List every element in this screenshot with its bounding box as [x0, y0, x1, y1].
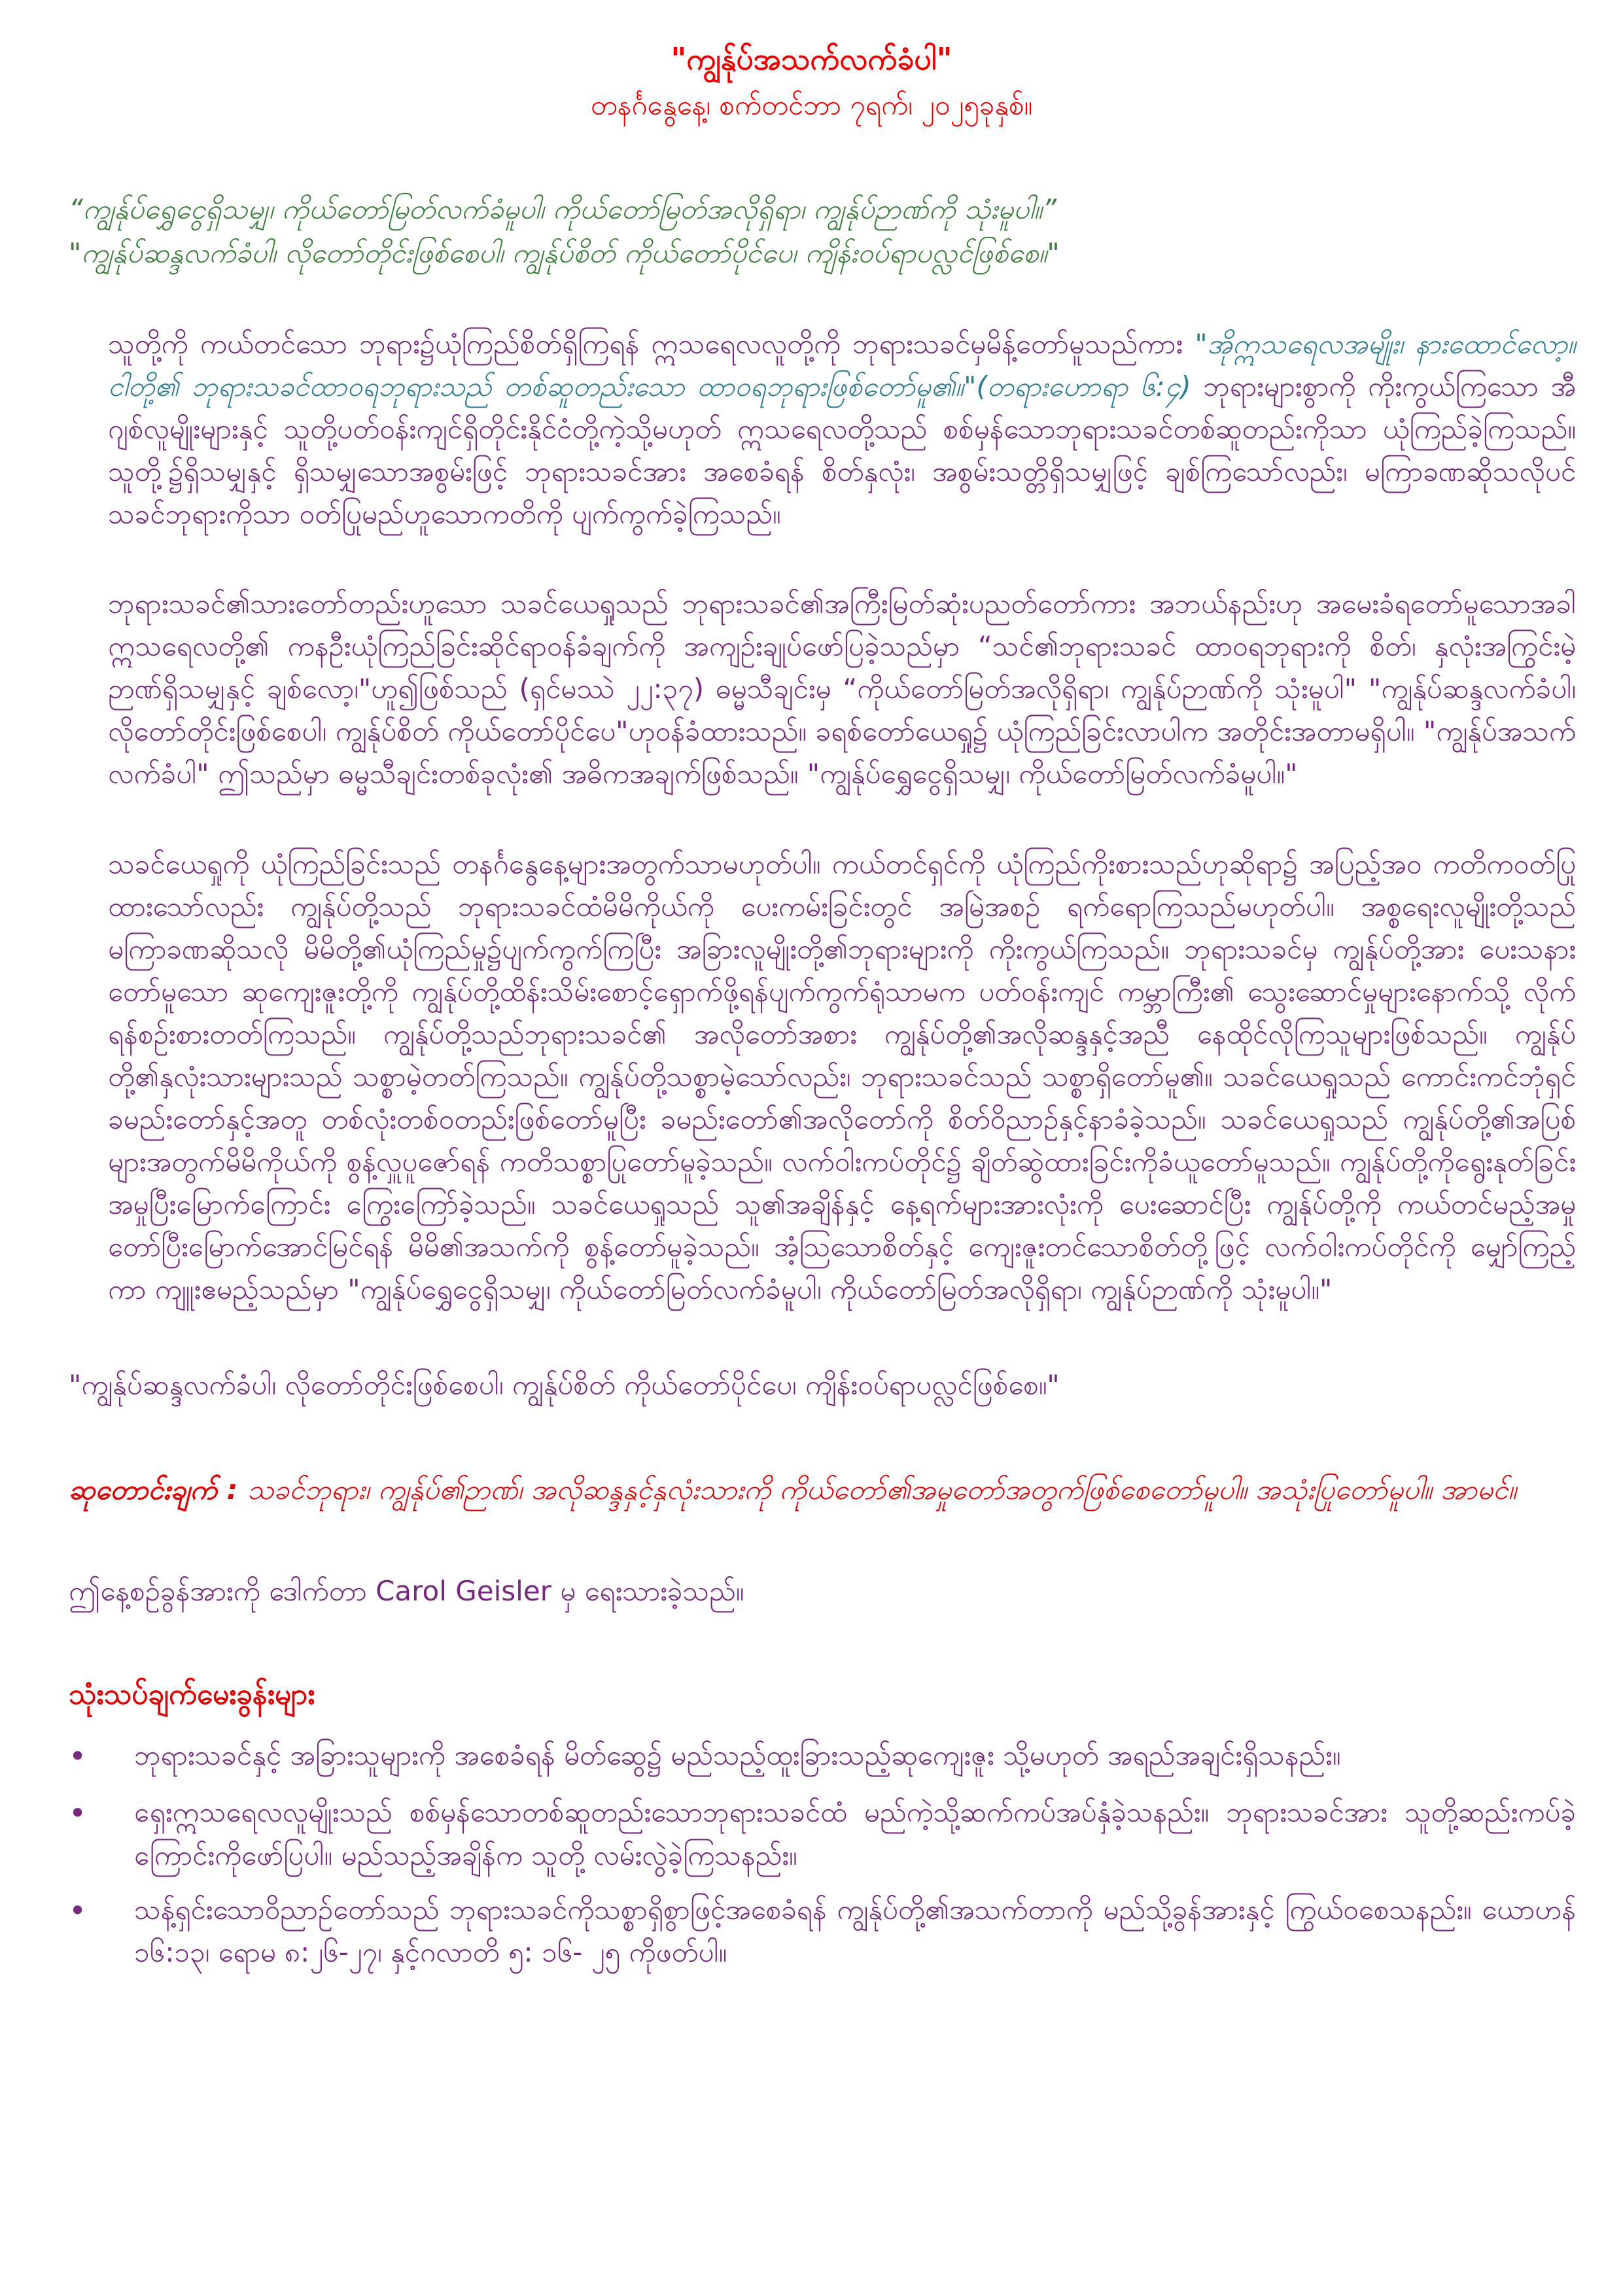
prayer-text: သခင်ဘုရား၊ ကျွန်ုပ်၏ဉာဏ်၊ အလိုဆန္ဒနှင့်နှလုံးသားကို ကိုယ်တော်၏အမှုတော်အတွက်ဖြစ်စေတော်မူပါ။ အသုံးပြုတော်မူပါ။ အာမင်။	[247, 1473, 1517, 1506]
prayer-section	[69, 1468, 1576, 1511]
bullet-icon: •	[69, 1739, 87, 1775]
scripture-quote-deuteronomy: "အိုဣသရေလအမျိုး၊ နားထောင်လော့။ ငါတို့၏ ဘုရားသခင်ထာဝရဘုရားသည် တစ်ဆူတည်းသော ထာဝရဘုရားဖြစ်တော်မူ၏။"(တရားဟောရာ ၆:၄)	[108, 327, 1576, 402]
list-item	[69, 1734, 1576, 1779]
paragraph-3: သခင်ယေရှုကို ယုံကြည်ခြင်းသည် တနင်္ဂနွေနေ့များအတွက်သာမဟုတ်ပါ။ ကယ်တင်ရှင်ကို ယုံကြည်ကိုးစားသည်ဟုဆိုရာ၌ အပြည့်အဝ ကတိကဝတ်ပြုထားသော်လည်း ကျွန်ုပ်တို့သည် ဘုရားသခင်ထံမိမိကိုယ်ကို ပေးကမ်းခြင်းတွင် အမြဲအစဉ် ရက်ရောကြသည်မဟုတ်ပါ။ အစ္စရေးလူမျိုးတို့သည် မကြာခဏဆိုသလို မိမိတို့၏ယုံကြည်မှု၌ပျက်ကွက်ကြပြီး အခြားလူမျိုးတို့၏ဘုရားများကို ကိုးကွယ်ကြသည်။ ဘုရားသခင်မှ ကျွန်ုပ်တို့အား ပေးသနားတော်မူသော ဆုကျေးဇူးတို့ကို ကျွန်ုပ်တို့ထိန်းသိမ်းစောင့်ရှောက်ဖို့ရန်ပျက်ကွက်ရုံသာမက ပတ်ဝန်းကျင် ကမ္ဘာကြီး၏ သွေးဆောင်မှုများနောက်သို့ လိုက်ရန်စဉ်းစားတတ်ကြသည်။ ကျွန်ုပ်တို့သည်ဘုရားသခင်၏ အလိုတော်အစား ကျွန်ုပ်တို့၏အလိုဆန္ဒနှင့်အညီ နေထိုင်လိုကြသူများဖြစ်သည်။ ကျွန်ုပ်တို့၏နှလုံးသားများသည် သစ္စာမဲ့တတ်ကြသည်။ ကျွန်ုပ်တို့သစ္စာမဲ့သော်လည်း၊ ဘုရားသခင်သည် သစ္စာရှိတော်မူ၏။ သခင်ယေရှုသည် ကောင်းကင်ဘုံရှင်ခမည်းတော်နှင့်အတူ တစ်လုံးတစ်ဝတည်းဖြစ်တော်မူပြီး ခမည်းတော်၏အလိုတော်ကို စိတ်ဝိညာဉ်နှင့်နာခံခဲ့သည်။ သခင်ယေရှုသည် ကျွန်ုပ်တို့၏အပြစ်များအတွက်မိမိကိုယ်ကို စွန့်လှူပူဇော်ရန် ကတိသစ္စာပြုတော်မူခဲ့သည်။ လက်ဝါးကပ်တိုင်၌ ချိတ်ဆွဲထားခြင်းကိုခံယူတော်မူသည်။ ကျွန်ုပ်တို့ကိုရွေးနုတ်ခြင်းအမှုပြီးမြောက်ကြောင်း ကြွေးကြော်ခဲ့သည်။ သခင်ယေရှုသည် သူ၏အချိန်နှင့် နေ့ရက်များအားလုံးကို ပေးဆောင်ပြီး ကျွန်ုပ်တို့ကို ကယ်တင်မည့်အမှုတော်ပြီးမြောက်အောင်မြင်ရန် မိမိ၏အသက်ကို စွန့်တော်မူခဲ့သည်။ အံ့သြသောစိတ်နှင့် ကျေးဇူးတင်သောစိတ်တို့ဖြင့် လက်ဝါးကပ်တိုင်ကို မျှော်ကြည့်ကာ ကျူးဧမည့်သည်မှာ "ကျွန်ုပ်ရွှေငွေရှိသမျှ၊ ကိုယ်တော်မြတ်လက်ခံမူပါ၊ ကိုယ်တော်မြတ်အလိုရှိရာ၊ ကျွန်ုပ်ဉာဏ်ကို သုံးမူပါ။"	[108, 847, 1576, 1306]
reflection-question-3: သန့်ရှင်းသောဝိညာဉ်တော်သည် ဘုရားသခင်ကိုသစ္စာရှိစွာဖြင့်အစေခံရန် ကျွန်ုပ်တို့၏အသက်တာကို မည်သို့ခွန်အားနှင့် ကြွယ်ဝစေသနည်း။ ယောဟန် ၁၆:၁၃၊ ရောမ ၈:၂၆-၂၇၊ နှင့်ဂလာတိ ၅: ၁၆- ၂၅ ကိုဖတ်ပါ။	[134, 1893, 1576, 1968]
list-item	[69, 1888, 1576, 1973]
paragraph-1-text-pre: သူတို့ကို ကယ်တင်သော ဘုရား၌ယုံကြည်စိတ်ရှိကြရန် ဣသရေလလူတို့ကို ဘုရားသခင်မှမိန့်တော်မူသည်ကား	[108, 327, 1195, 360]
page-title: "ကျွန်ုပ်အသက်လက်ခံပါ"	[671, 41, 952, 77]
hymn-quote	[69, 187, 1576, 275]
list-item	[69, 1791, 1576, 1876]
closing-hymn-line: "ကျွန်ုပ်ဆန္ဒလက်ခံပါ၊ လိုတော်တိုင်းဖြစ်စေပါ၊ ကျွန်ုပ်စိတ် ကိုယ်တော်ပိုင်ပေ၊ ကျိန်းဝပ်ရာပလ္လင်ဖြစ်စေ။"	[69, 1368, 1060, 1401]
prayer-separator: :	[217, 1473, 247, 1506]
bullet-icon: •	[69, 1892, 87, 1928]
reflection-questions-heading: သုံးသပ်ချက်မေးခွန်းများ	[69, 1677, 315, 1711]
hymn-quote-line-1: “ကျွန်ုပ်ရွှေငွေရှိသမျှ၊ ကိုယ်တော်မြတ်လက်ခံမူပါ၊ ကိုယ်တော်မြတ်အလိုရှိရာ၊ ကျွန်ုပ်ဉာဏ်ကို သုံးမူပါ။”	[69, 193, 1056, 226]
hymn-quote-line-2: "ကျွန်ုပ်ဆန္ဒလက်ခံပါ၊ လိုတော်တိုင်းဖြစ်စေပါ၊ ကျွန်ုပ်စိတ် ကိုယ်တော်ပိုင်ပေ၊ ကျိန်းဝပ်ရာပလ္လင်ဖြစ်စေ။"	[69, 237, 1060, 270]
prayer-label: ဆုတောင်းချက်	[69, 1473, 217, 1506]
reflection-questions-list	[69, 1734, 1576, 1973]
date-line: တနင်္ဂနွေနေ့၊ စက်တင်ဘာ ၇ရက်၊ ၂၀၂၅ခုနှစ်။	[590, 89, 1033, 122]
bullet-icon: •	[69, 1795, 87, 1831]
paragraph-1-text-post: ဘုရားများစွာကို ကိုးကွယ်ကြသော အီဂျစ်လူမျိုးများနှင့် သူတို့ပတ်ဝန်းကျင်ရှိတိုင်းနိုင်ငံတို့ကဲ့သို့မဟုတ် ဣသရေလတို့သည် စစ်မှန်သောဘုရားသခင်တစ်ဆူတည်းကိုသာ ယုံကြည်ခဲ့ကြသည်။ သူတို့၌ရှိသမျှနှင့် ရှိသမျှသောအစွမ်းဖြင့် ဘုရားသခင်အား အစေခံရန် စိတ်နှလုံး၊ အစွမ်းသတ္တိရှိသမျှဖြင့် ချစ်ကြသော်လည်း၊ မကြာခဏဆိုသလိုပင် သခင်ဘုရားကိုသာ ဝတ်ပြုမည်ဟူသောကတိကို ပျက်ကွက်ခဲ့ကြသည်။	[108, 370, 1576, 530]
reflection-question-2: ရှေးဣသရေလလူမျိုးသည် စစ်မှန်သောတစ်ဆူတည်းသောဘုရားသခင်ထံ မည်ကဲ့သို့ဆက်ကပ်အပ်နှံခဲ့သနည်း။ ဘုရားသခင်အား သူတို့ဆည်းကပ်ခဲ့ကြောင်းကိုဖော်ပြပါ။ မည်သည့်အချိန်က သူတို့ လမ်းလွဲခဲ့ကြသနည်း။	[134, 1796, 1576, 1871]
reflection-question-1: ဘုရားသခင်နှင့် အခြားသူများကို အစေခံရန် မိတ်ဆွေ၌ မည်သည့်ထူးခြားသည့်ဆုကျေးဇူး သို့မဟုတ် အရည်အချင်းရှိသနည်း။	[134, 1739, 1341, 1772]
paragraph-1	[108, 323, 1576, 535]
author-attribution: ဤနေ့စဉ်ခွန်အားကို ဒေါက်တာ Carol Geisler မှ ရေးသားခဲ့သည်။	[69, 1574, 744, 1607]
paragraph-2: ဘုရားသခင်၏သားတော်တည်းဟူသော သခင်ယေရှုသည် ဘုရားသခင်၏အကြီးမြတ်ဆုံးပညတ်တော်ကား အဘယ်နည်းဟု အမေးခံရတော်မူသောအခါဣသရေလတို့၏ ကနဦးယုံကြည်ခြင်းဆိုင်ရာဝန်ခံချက်ကို အကျဉ်းချုပ်ဖော်ပြခဲ့သည်မှာ “သင်၏ဘုရားသခင် ထာဝရဘုရားကို စိတ်၊ နှလုံးအကြွင်းမဲ့ ဉာဏ်ရှိသမျှနှင့် ချစ်လော့၊"ဟူ၍ဖြစ်သည် (ရှင်မဿဲ ၂၂:၃၇) ဓမ္မသီချင်းမှ “ကိုယ်တော်မြတ်အလိုရှိရာ၊ ကျွန်ုပ်ဉာဏ်ကို သုံးမူပါ" "ကျွန်ုပ်ဆန္ဒလက်ခံပါ၊ လိုတော်တိုင်းဖြစ်စေပါ၊ ကျွန်ုပ်စိတ် ကိုယ်တော်ပိုင်ပေ"ဟုဝန်ခံထားသည်။ ခရစ်တော်ယေရှု၌ ယုံကြည်ခြင်းလာပါက အတိုင်းအတာမရှိပါ။ "ကျွန်ုပ်အသက်လက်ခံပါ" ဤသည်မှာ ဓမ္မသီချင်းတစ်ခုလုံး၏ အဓိကအချက်ဖြစ်သည်။ "ကျွန်ုပ်ရွှေငွေရှိသမျှ၊ ကိုယ်တော်မြတ်လက်ခံမူပါ။"	[108, 588, 1576, 790]
